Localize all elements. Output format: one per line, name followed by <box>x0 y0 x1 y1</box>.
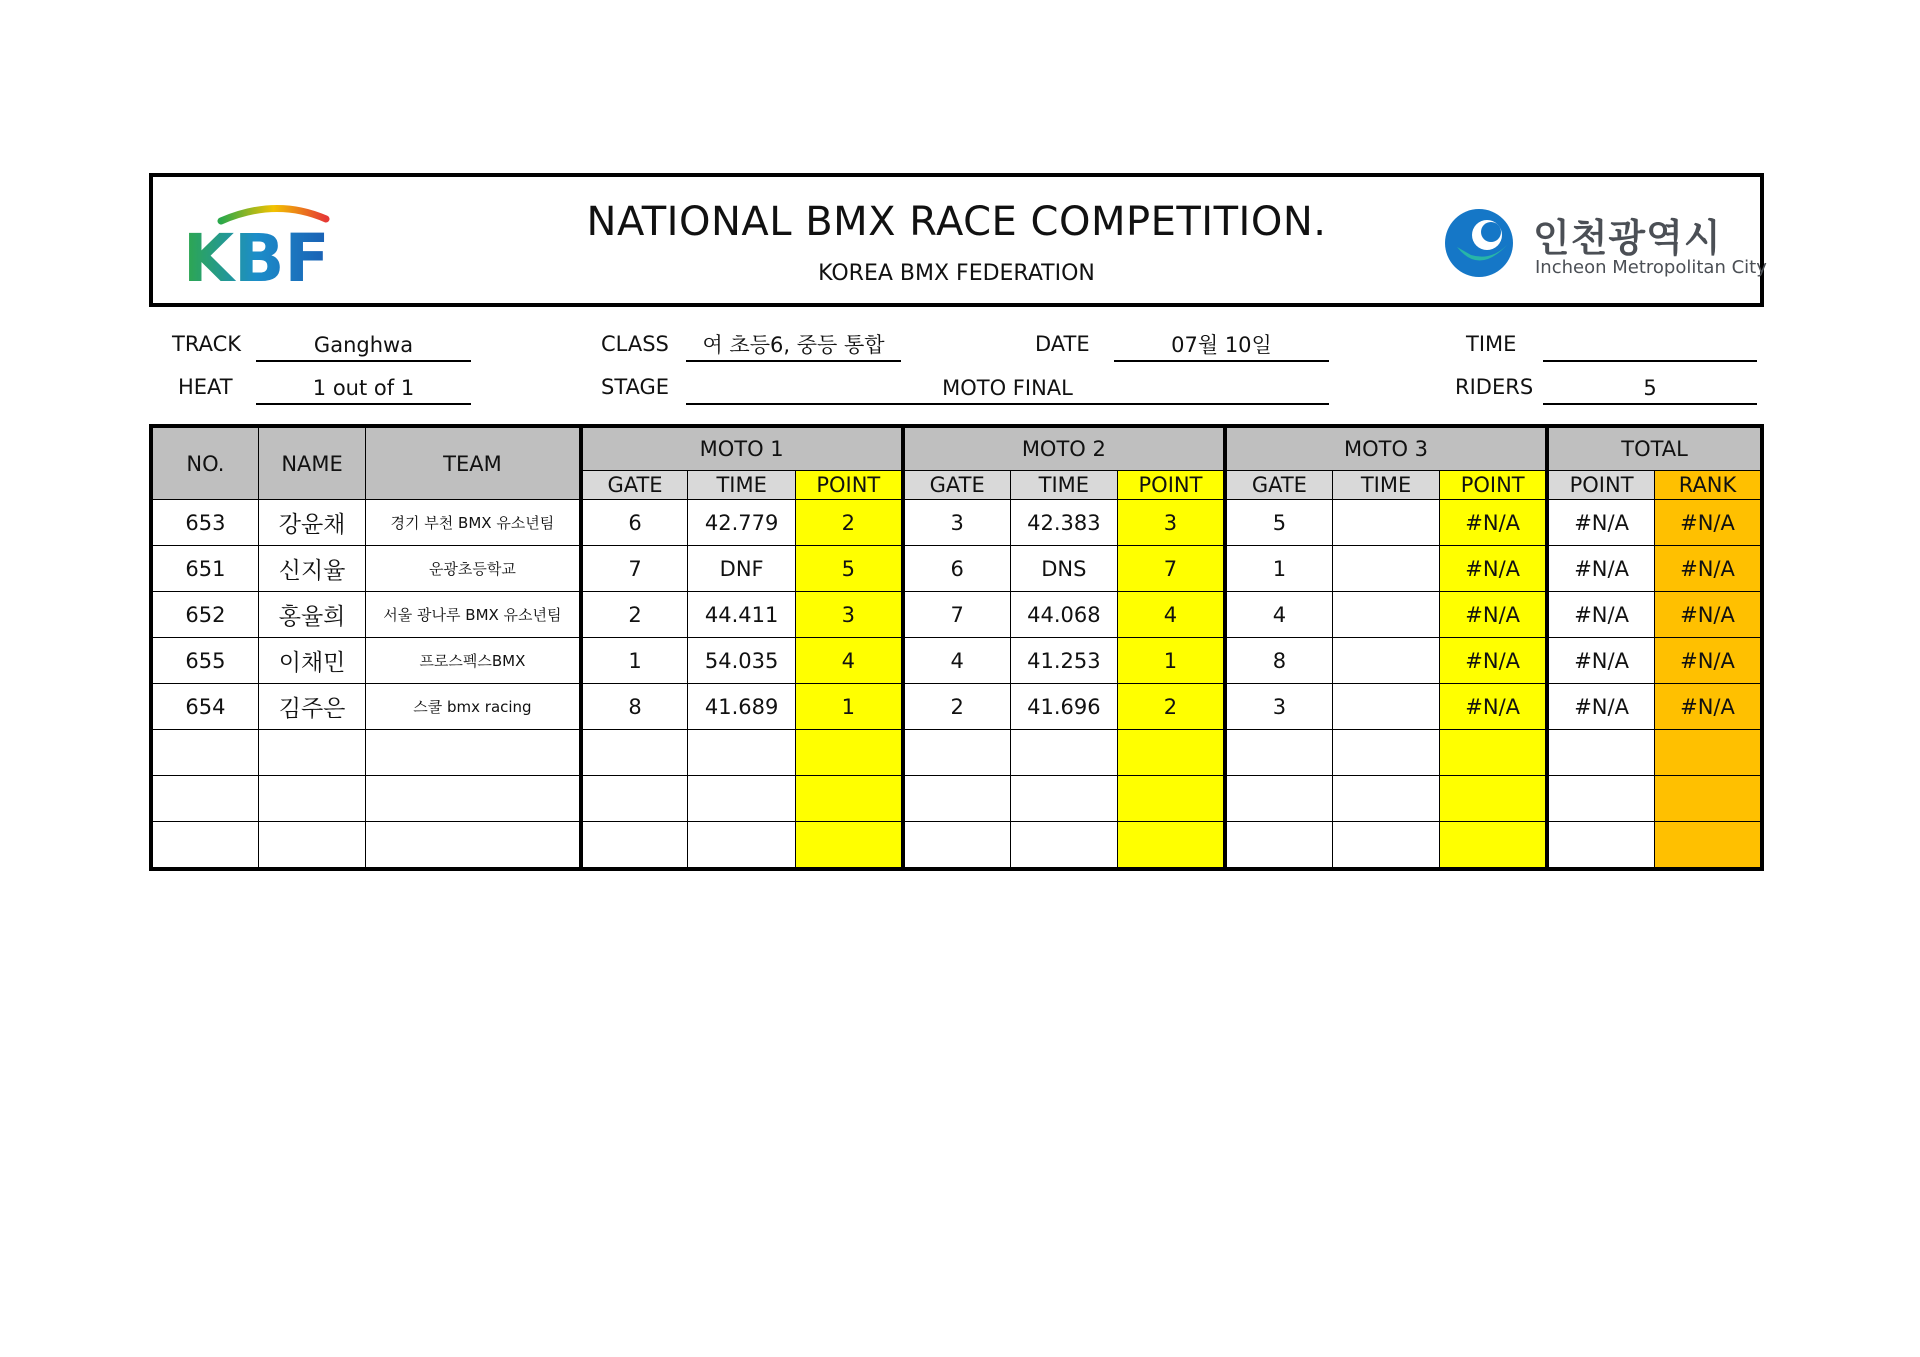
header-total-point: POINT <box>1547 471 1654 500</box>
header-total: TOTAL <box>1547 426 1762 471</box>
moto2-point-cell: 1 <box>1118 638 1225 684</box>
table-row <box>151 500 1762 546</box>
moto2-point-cell: 2 <box>1118 684 1225 730</box>
moto2-point-cell: 3 <box>1118 500 1225 546</box>
no-cell: 651 <box>151 546 258 592</box>
table-row <box>151 776 1762 822</box>
moto3-time-cell <box>1332 822 1439 870</box>
total-point-cell: #N/A <box>1547 500 1654 546</box>
moto1-point-cell: 5 <box>795 546 902 592</box>
team-cell: 스쿨 bmx racing <box>366 684 581 730</box>
moto1-gate-cell: 1 <box>581 638 688 684</box>
header-moto1-time: TIME <box>688 471 795 500</box>
name-cell <box>258 730 365 776</box>
moto3-time-cell <box>1332 684 1439 730</box>
table-row <box>151 684 1762 730</box>
header-moto2-point: POINT <box>1118 471 1225 500</box>
total-point-cell: #N/A <box>1547 684 1654 730</box>
moto3-gate-cell <box>1225 730 1332 776</box>
header-team: TEAM <box>366 426 581 500</box>
team-cell <box>366 730 581 776</box>
moto2-gate-cell: 6 <box>903 546 1010 592</box>
moto2-time-cell: DNS <box>1010 546 1117 592</box>
moto1-gate-cell: 7 <box>581 546 688 592</box>
class-label: CLASS <box>601 332 669 356</box>
team-cell: 프로스펙스BMX <box>366 638 581 684</box>
moto2-time-cell <box>1010 776 1117 822</box>
moto2-time-cell <box>1010 822 1117 870</box>
rank-cell: #N/A <box>1655 684 1762 730</box>
moto3-point-cell: #N/A <box>1440 638 1547 684</box>
track-value: Ganghwa <box>256 330 471 362</box>
team-cell: 경기 부천 BMX 유소년팀 <box>366 500 581 546</box>
name-cell: 홍율희 <box>258 592 365 638</box>
no-cell: 655 <box>151 638 258 684</box>
moto3-gate-cell <box>1225 822 1332 870</box>
moto1-time-cell: 41.689 <box>688 684 795 730</box>
total-point-cell: #N/A <box>1547 592 1654 638</box>
stage-value: MOTO FINAL <box>686 373 1329 405</box>
riders-label: RIDERS <box>1455 375 1534 399</box>
header-total-rank: RANK <box>1655 471 1762 500</box>
moto1-gate-cell: 8 <box>581 684 688 730</box>
track-label: TRACK <box>172 332 241 356</box>
total-point-cell <box>1547 776 1654 822</box>
moto2-gate-cell: 2 <box>903 684 1010 730</box>
date-value: 07월 10일 <box>1114 330 1329 362</box>
moto3-point-cell <box>1440 776 1547 822</box>
page-title: NATIONAL BMX RACE COMPETITION. <box>586 199 1327 245</box>
moto1-point-cell: 2 <box>795 500 902 546</box>
moto1-point-cell <box>795 730 902 776</box>
moto1-gate-cell <box>581 822 688 870</box>
stage-label: STAGE <box>601 375 670 399</box>
no-cell: 653 <box>151 500 258 546</box>
team-cell <box>366 776 581 822</box>
moto2-gate-cell: 4 <box>903 638 1010 684</box>
header-name: NAME <box>258 426 365 500</box>
moto1-point-cell <box>795 822 902 870</box>
class-value: 여 초등6, 중등 통합 <box>686 330 901 362</box>
moto1-time-cell <box>688 776 795 822</box>
moto3-point-cell: #N/A <box>1440 592 1547 638</box>
page-subtitle: KOREA BMX FEDERATION <box>818 261 1095 286</box>
document-header <box>149 173 1767 307</box>
moto2-gate-cell: 7 <box>903 592 1010 638</box>
moto2-time-cell: 44.068 <box>1010 592 1117 638</box>
name-cell: 신지율 <box>258 546 365 592</box>
moto3-time-cell <box>1332 592 1439 638</box>
moto1-gate-cell: 2 <box>581 592 688 638</box>
name-cell <box>258 776 365 822</box>
table-row <box>151 592 1762 638</box>
rank-cell: #N/A <box>1655 592 1762 638</box>
moto1-point-cell: 3 <box>795 592 902 638</box>
moto2-time-cell: 41.696 <box>1010 684 1117 730</box>
moto3-time-cell <box>1332 776 1439 822</box>
moto3-time-cell <box>1332 546 1439 592</box>
moto1-point-cell: 1 <box>795 684 902 730</box>
header-moto1: MOTO 1 <box>581 426 903 471</box>
heat-label: HEAT <box>178 375 233 399</box>
header-moto3-point: POINT <box>1440 471 1547 500</box>
moto2-time-cell <box>1010 730 1117 776</box>
moto1-point-cell: 4 <box>795 638 902 684</box>
header-moto2: MOTO 2 <box>903 426 1225 471</box>
total-point-cell <box>1547 822 1654 870</box>
date-label: DATE <box>1035 332 1090 356</box>
no-cell: 654 <box>151 684 258 730</box>
city-name-korean: 인천광역시 <box>1533 216 1722 260</box>
moto2-point-cell: 7 <box>1118 546 1225 592</box>
no-cell <box>151 822 258 870</box>
moto1-gate-cell <box>581 730 688 776</box>
moto3-time-cell <box>1332 638 1439 684</box>
header-moto1-point: POINT <box>795 471 902 500</box>
rank-cell: #N/A <box>1655 638 1762 684</box>
moto1-time-cell: 42.779 <box>688 500 795 546</box>
heat-value: 1 out of 1 <box>256 373 471 405</box>
moto3-gate-cell: 4 <box>1225 592 1332 638</box>
moto2-gate-cell: 3 <box>903 500 1010 546</box>
time-value <box>1543 330 1757 362</box>
no-cell <box>151 776 258 822</box>
team-cell <box>366 822 581 870</box>
rank-cell <box>1655 730 1762 776</box>
header-moto2-gate: GATE <box>903 471 1010 500</box>
table-row <box>151 638 1762 684</box>
svg-text:KBF: KBF <box>183 220 330 289</box>
table-row <box>151 546 1762 592</box>
moto1-time-cell: 54.035 <box>688 638 795 684</box>
table-row <box>151 822 1762 870</box>
moto3-gate-cell: 3 <box>1225 684 1332 730</box>
moto2-gate-cell <box>903 822 1010 870</box>
moto2-time-cell: 41.253 <box>1010 638 1117 684</box>
moto2-point-cell: 4 <box>1118 592 1225 638</box>
name-cell: 강윤채 <box>258 500 365 546</box>
total-point-cell: #N/A <box>1547 638 1654 684</box>
header-moto1-gate: GATE <box>581 471 688 500</box>
moto3-gate-cell <box>1225 776 1332 822</box>
moto3-gate-cell: 8 <box>1225 638 1332 684</box>
name-cell: 이채민 <box>258 638 365 684</box>
moto1-gate-cell <box>581 776 688 822</box>
moto2-point-cell <box>1118 822 1225 870</box>
moto3-time-cell <box>1332 730 1439 776</box>
total-point-cell <box>1547 730 1654 776</box>
city-name-english: Incheon Metropolitan City <box>1535 257 1767 278</box>
moto2-gate-cell <box>903 776 1010 822</box>
moto3-point-cell: #N/A <box>1440 546 1547 592</box>
name-cell <box>258 822 365 870</box>
table-row <box>151 730 1762 776</box>
moto1-point-cell <box>795 776 902 822</box>
moto2-point-cell <box>1118 730 1225 776</box>
total-point-cell: #N/A <box>1547 546 1654 592</box>
rank-cell: #N/A <box>1655 500 1762 546</box>
header-moto3-gate: GATE <box>1225 471 1332 500</box>
moto3-time-cell <box>1332 500 1439 546</box>
no-cell <box>151 730 258 776</box>
time-label: TIME <box>1466 332 1517 356</box>
rank-cell <box>1655 822 1762 870</box>
moto1-time-cell: DNF <box>688 546 795 592</box>
rank-cell <box>1655 776 1762 822</box>
moto3-point-cell: #N/A <box>1440 500 1547 546</box>
moto2-point-cell <box>1118 776 1225 822</box>
name-cell: 김주은 <box>258 684 365 730</box>
results-table <box>149 424 1764 871</box>
moto3-point-cell <box>1440 730 1547 776</box>
header-no: NO. <box>151 426 258 500</box>
rank-cell: #N/A <box>1655 546 1762 592</box>
moto3-gate-cell: 5 <box>1225 500 1332 546</box>
moto1-time-cell <box>688 730 795 776</box>
moto3-gate-cell: 1 <box>1225 546 1332 592</box>
moto1-gate-cell: 6 <box>581 500 688 546</box>
header-moto3: MOTO 3 <box>1225 426 1547 471</box>
moto2-time-cell: 42.383 <box>1010 500 1117 546</box>
moto3-point-cell: #N/A <box>1440 684 1547 730</box>
moto1-time-cell <box>688 822 795 870</box>
incheon-emblem-icon <box>1441 205 1517 281</box>
moto1-time-cell: 44.411 <box>688 592 795 638</box>
moto2-gate-cell <box>903 730 1010 776</box>
no-cell: 652 <box>151 592 258 638</box>
riders-value: 5 <box>1543 373 1757 405</box>
team-cell: 운광초등학교 <box>366 546 581 592</box>
team-cell: 서울 광나루 BMX 유소년팀 <box>366 592 581 638</box>
header-moto3-time: TIME <box>1332 471 1439 500</box>
header-moto2-time: TIME <box>1010 471 1117 500</box>
moto3-point-cell <box>1440 822 1547 870</box>
